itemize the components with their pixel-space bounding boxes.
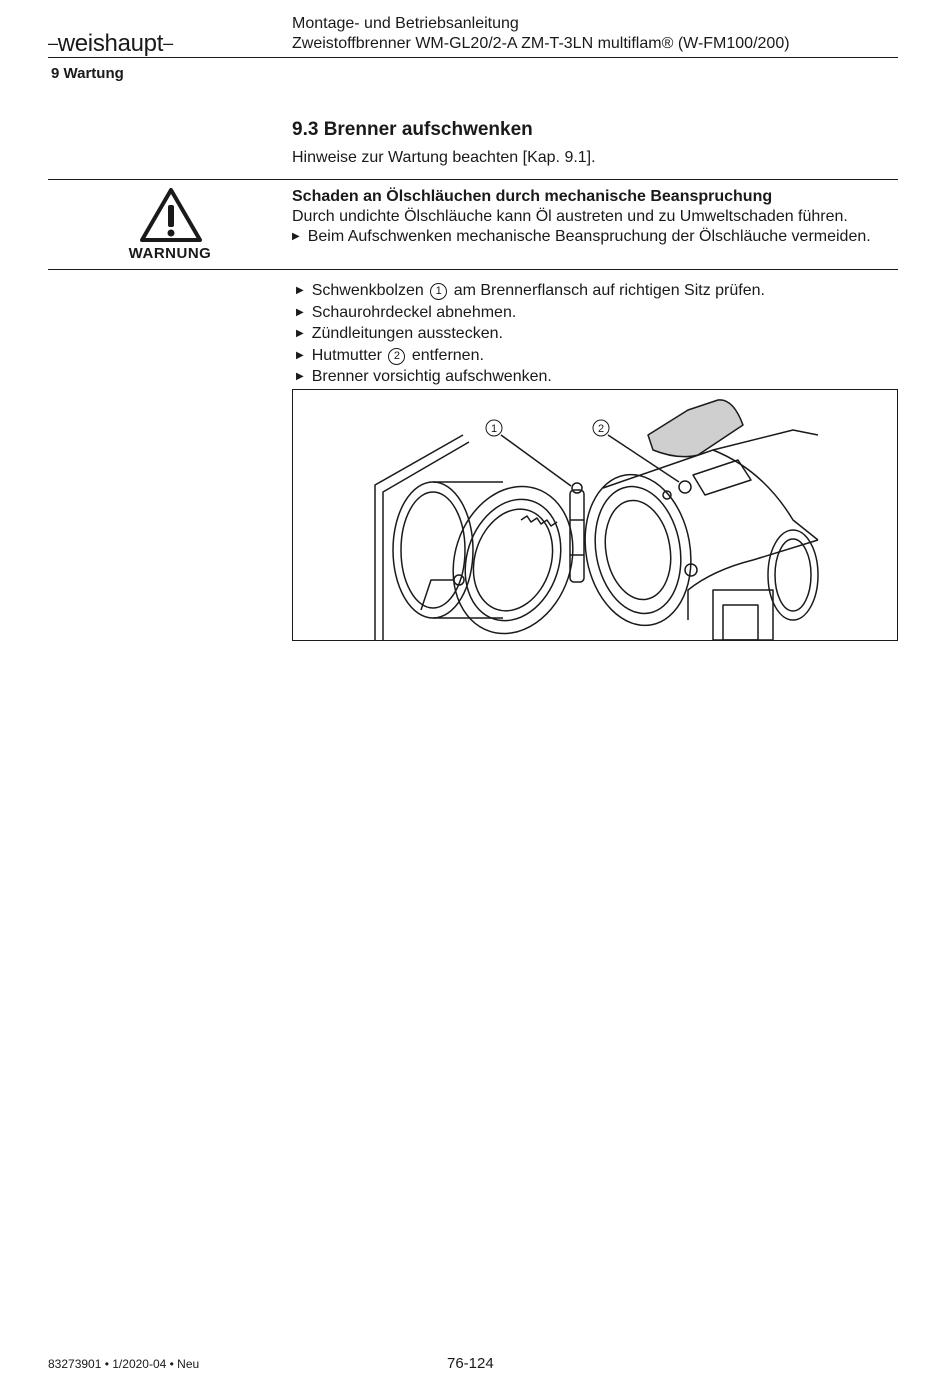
brand-logo — [48, 30, 173, 58]
burner-illustration — [292, 389, 898, 641]
warning-label: WARNUNG — [128, 245, 212, 262]
document-title-line1: Montage- und Betriebsanleitung — [292, 15, 519, 32]
burner-drawing — [293, 390, 897, 640]
logo-text: weishaupt — [57, 30, 164, 57]
warning-triangle-icon — [139, 187, 203, 248]
warning-text-block — [292, 187, 898, 249]
bullet-icon — [292, 228, 308, 245]
document-title-line2: Zweistoffbrenner WM-GL20/2-A ZM-T-3LN multiflam® (W-FM100/200) — [292, 35, 790, 52]
callout-1 — [486, 420, 502, 436]
bullet-icon — [296, 282, 312, 299]
step-text: Schwenkbolzen — [311, 282, 424, 299]
logo-dash-left: – — [48, 33, 58, 53]
callout-2 — [593, 420, 609, 436]
document-number: 83273901 • 1/2020-04 • Neu — [48, 1357, 200, 1371]
warning-divider-top — [48, 179, 898, 180]
step-list — [296, 281, 765, 389]
warning-description: Durch undichte Ölschläuche kann Öl austreten und zu Umweltschaden führen. — [292, 208, 848, 225]
callout-ref: 2 — [388, 348, 405, 365]
step-text: Brenner vorsichtig aufschwenken. — [311, 368, 552, 385]
step-item — [296, 367, 765, 389]
page-number: 76-124 — [447, 1355, 494, 1372]
callout-2-label: 2 — [597, 423, 605, 435]
document-title — [292, 14, 790, 54]
step-item — [296, 281, 765, 303]
logo-dash-right: – — [163, 33, 173, 53]
step-item — [296, 324, 765, 346]
bullet-icon — [296, 304, 312, 321]
step-text: entfernen. — [411, 346, 484, 364]
section-note: Hinweise zur Wartung beachten [Kap. 9.1]. — [292, 149, 596, 166]
step-item — [296, 303, 765, 325]
step-text: Zündleitungen ausstecken. — [311, 325, 503, 342]
step-item — [296, 346, 765, 368]
bullet-icon — [296, 325, 312, 342]
warning-action — [292, 227, 898, 249]
section-title: 9.3 Brenner aufschwenken — [292, 119, 533, 140]
warning-action-text: Beim Aufschwenken mechanische Beanspruchung der Ölschläuche vermeiden. — [307, 228, 871, 245]
warning-heading: Schaden an Ölschläuchen durch mechanische Beanspruchung — [292, 188, 773, 205]
callout-1-label: 1 — [490, 423, 498, 435]
step-text: Hutmutter — [311, 346, 382, 364]
header-divider — [48, 57, 898, 58]
callout-ref: 1 — [430, 283, 447, 300]
warning-divider-bottom — [48, 269, 898, 270]
step-text: Schaurohrdeckel abnehmen. — [311, 303, 517, 321]
bullet-icon — [296, 347, 312, 364]
chapter-label: 9 Wartung — [51, 65, 124, 82]
step-text: am Brennerflansch auf richtigen Sitz prüfen. — [453, 282, 765, 299]
bullet-icon — [296, 368, 312, 385]
